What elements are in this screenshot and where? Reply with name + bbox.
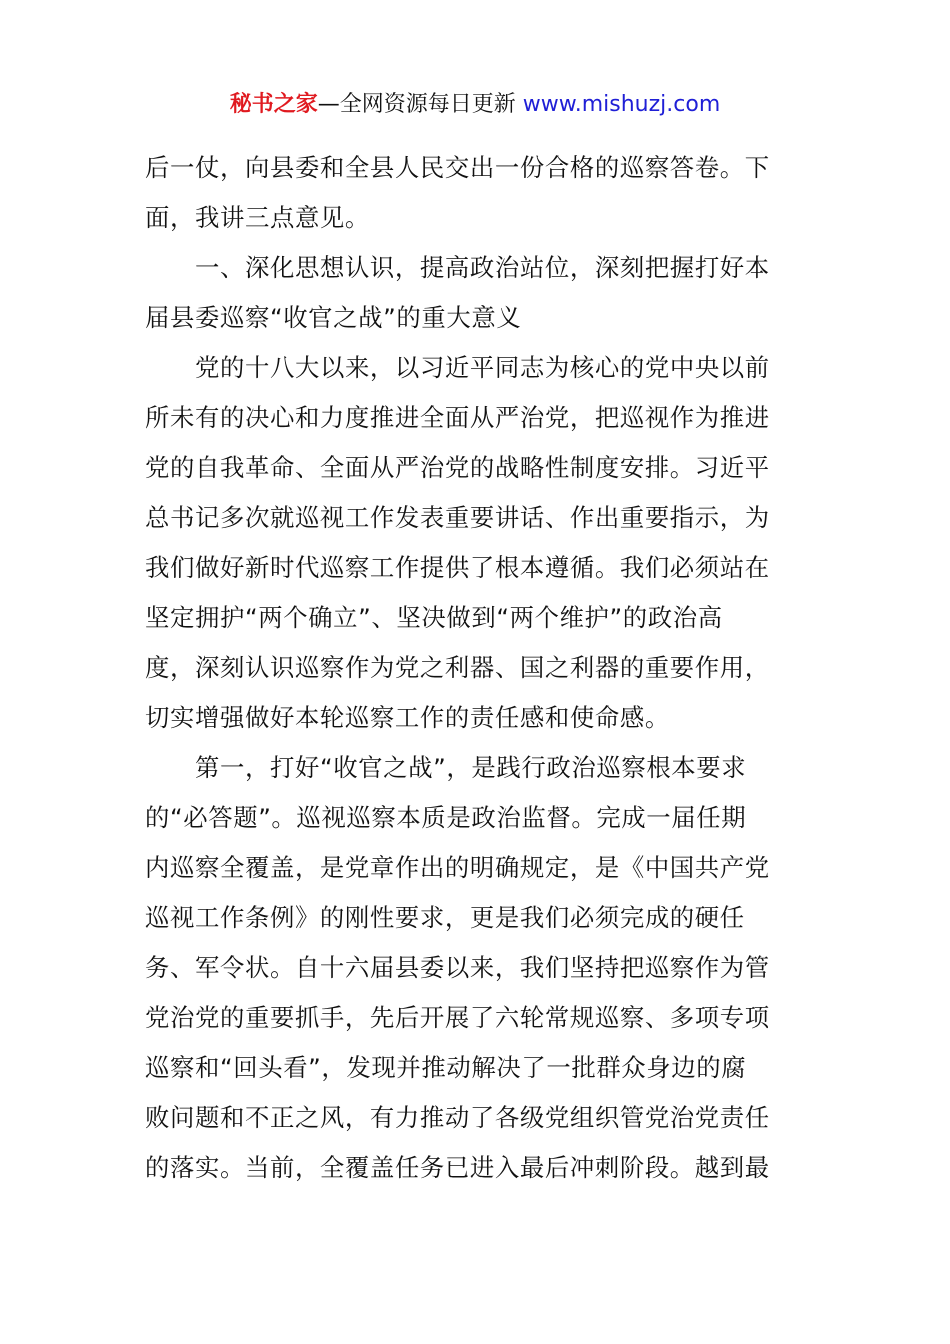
text-line: 度，深刻认识巡察作为党之利器、国之利器的重要作用， [145,653,770,682]
text-line: 切实增强做好本轮巡察工作的责任感和使命感。 [145,703,670,732]
text-line: 巡视工作条例》的刚性要求，更是我们必须完成的硬任 [145,903,745,932]
brand-name: 秘书之家 [229,92,318,117]
text-line: 败问题和不正之风，有力推动了各级党组织管党治党责任 [145,1103,770,1132]
text-line: 所未有的决心和力度推进全面从严治党，把巡视作为推进 [145,403,770,432]
text-line: 党的自我革命、全面从严治党的战略性制度安排。习近平 [145,453,770,482]
paragraph [145,743,807,1193]
text-line: 的落实。当前，全覆盖任务已进入最后冲刺阶段。越到最 [145,1153,770,1182]
text-line: 坚定拥护“两个确立”、坚决做到“两个维护”的政治高 [145,603,723,632]
text-line: 巡察和“回头看”，发现并推动解决了一批群众身边的腐 [145,1053,747,1082]
paragraph [145,343,807,743]
site-url-link[interactable]: www.mishuzj.com [522,92,721,117]
text-line: 我们做好新时代巡察工作提供了根本遵循。我们必须站在 [145,553,770,582]
text-line: 的“必答题”。巡视巡察本质是政治监督。完成一届任期 [145,803,747,832]
text-line: 党的十八大以来，以习近平同志为核心的党中央以前 [195,353,770,382]
document-body [145,143,807,1193]
text-line: 后一仗，向县委和全县人民交出一份合格的巡察答卷。下 [145,153,770,182]
text-line: 总书记多次就巡视工作发表重要讲话、作出重要指示，为 [145,503,770,532]
text-line: 一、深化思想认识，提高政治站位，深刻把握打好本 [195,253,770,282]
text-line: 面，我讲三点意见。 [145,203,370,232]
section-heading [145,243,807,343]
paragraph [145,143,807,243]
document-header [0,88,950,122]
text-line: 党治党的重要抓手，先后开展了六轮常规巡察、多项专项 [145,1003,770,1032]
text-line: 第一，打好“收官之战”，是践行政治巡察根本要求 [195,753,747,782]
text-line: 务、军令状。自十六届县委以来，我们坚持把巡察作为管 [145,953,770,982]
header-tagline: —全网资源每日更新 [317,92,523,117]
text-line: 届县委巡察“收官之战”的重大意义 [145,303,522,332]
text-line: 内巡察全覆盖，是党章作出的明确规定，是《中国共产党 [145,853,770,882]
